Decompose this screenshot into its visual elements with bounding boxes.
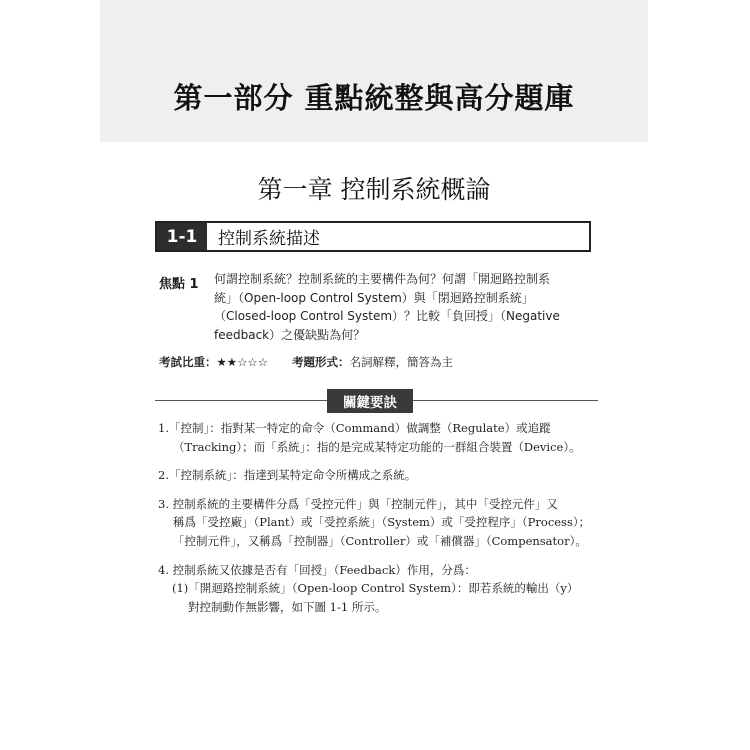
key-points-list	[158, 419, 598, 626]
focus-question	[214, 270, 592, 344]
exam-format-label: 考題形式：	[292, 355, 350, 369]
key-point-line: 2.「控制系統」：指達到某特定命令所構成之系統。	[158, 468, 417, 483]
part-header-band	[100, 0, 648, 142]
key-point-4	[158, 561, 598, 617]
key-point-line: （Tracking）；而「系統」：指的是完成某特定功能的一群組合裝置（Device）。	[173, 439, 581, 454]
exam-format-value: 名詞解釋，簡答為主	[349, 355, 454, 369]
section-header	[155, 221, 591, 252]
key-point-line: 「控制元件」，又稱爲「控制器」（Controller）或「補償器」（Compensator）。	[173, 533, 587, 548]
key-point-line: 3. 控制系統的主要構件分爲「受控元件」與「控制元件」，其中「受控元件」又	[158, 496, 558, 511]
key-points-title: 關鍵要訣	[327, 389, 413, 413]
key-point-line: 對控制動作無影響，如下圖 1-1 所示。	[188, 599, 387, 614]
section-number: 1-1	[157, 223, 207, 250]
key-point-line: 4. 控制系統又依據是否有「回授」（Feedback）作用，分爲：	[158, 562, 476, 577]
key-point-3	[158, 495, 598, 551]
focus-label: 焦點 1	[159, 277, 199, 292]
focus-line: 何謂控制系統？控制系統的主要構件為何？何謂「開迴路控制系	[214, 272, 551, 286]
key-point-2	[158, 466, 598, 485]
key-point-line: 1.「控制」：指對某一特定的命令（Command）做調整（Regulate）或追蹤	[158, 421, 551, 435]
key-point-line: 稱爲「受控廠」（Plant）或「受控系統」（System）或「受控程序」（Process）；	[173, 515, 591, 530]
section-name: 控制系統描述	[218, 229, 320, 249]
exam-meta	[159, 354, 599, 370]
chapter-title: 第一章 控制系統概論	[257, 175, 491, 204]
key-point-1	[158, 419, 598, 456]
key-point-line: (1)「開迴路控制系統」（Open-loop Control System）：即若系統的輸出（y）	[172, 581, 579, 596]
focus-line: 統」（Open-loop Control System）與「閉迴路控制系統」	[214, 290, 534, 305]
exam-weight-label: 考試比重：	[159, 355, 217, 369]
part-title: 第一部分 重點統整與高分題庫	[173, 81, 575, 115]
focus-line: feedback）之優缺點為何？	[214, 327, 366, 342]
exam-weight-stars: ★★☆☆☆	[216, 355, 269, 369]
focus-line: （Closed-loop Control System）？比較「負回授」（Negative	[214, 309, 560, 323]
